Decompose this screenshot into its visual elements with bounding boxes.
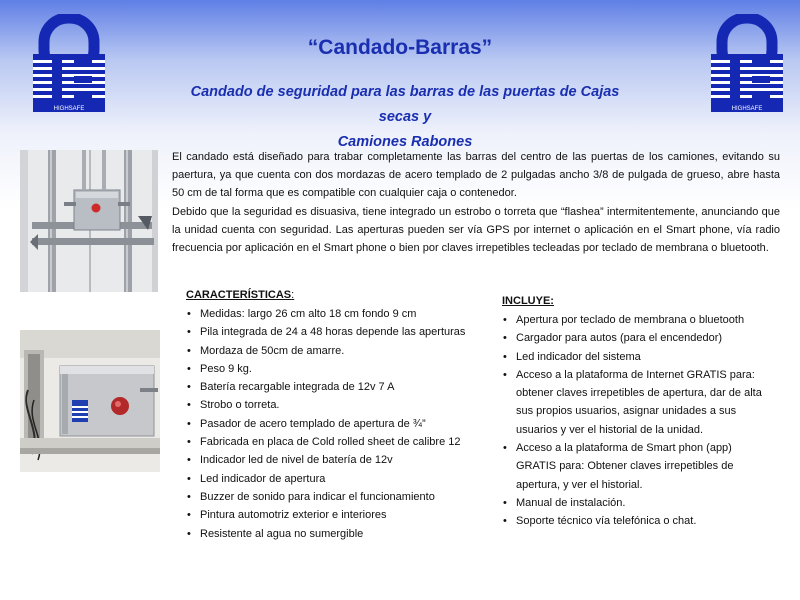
list-item: • Fabricada en placa de Cold rolled sheet de calibre 12 bbox=[186, 433, 486, 451]
list-item: • Apertura por teclado de membrana o bluetooth bbox=[502, 311, 762, 329]
list-item: • Indicador led de nivel de batería de 12v bbox=[186, 451, 486, 469]
installed-lock-photo bbox=[20, 150, 158, 292]
list-item: • Acceso a la plataforma de Internet GRATIS para: obtener claves irrepetibles de apertura, dar de alta sus propios usuarios, asignar unidades a sus usuarios y ver el historial de la unidad. bbox=[502, 366, 762, 439]
features-title-colon: : bbox=[291, 289, 295, 301]
logo-text: HIGHSAFE bbox=[731, 106, 763, 112]
description-paragraph-2: Debido que la seguridad es disuasiva, tiene integrado un estrobo o torreta que “flashea” intermitentemente, anunciando que la unidad cuenta con seguridad. Las aperturas pueden ser vía GPS por internet o aplicación en el Smart phone, vía radio frecuencia por aplicación en el Smart phone o bien por claves irrepetibles tecleadas por teclado de membrana o bluetooth. bbox=[172, 205, 780, 255]
list-item: • Led indicador del sistema bbox=[502, 348, 762, 366]
list-item: • Pasador de acero templado de apertura de ¾” bbox=[186, 415, 486, 433]
list-item: • Batería recargable integrada de 12v 7 A bbox=[186, 378, 486, 396]
features-list bbox=[186, 305, 486, 543]
lock-device-photo bbox=[20, 330, 160, 472]
description-paragraph-1: El candado está diseñado para trabar completamente las barras del centro de las puertas de los camiones, evitando su paertura, ya que cuenta con dos mordazas de acero templado de 2 pulgadas ancho 3/8 de pulgada de grueso, abre hasta 50 cm de tal forma que es compatible con cualquier caja o contenedor. bbox=[172, 151, 780, 200]
list-item: • Acceso a la plataforma de Smart phon (app) GRATIS para: Obtener claves irrepetibles de apertura, y ver el historial. bbox=[502, 439, 762, 494]
product-description bbox=[172, 148, 780, 257]
features-title: CARACTERÍSTICAS bbox=[186, 289, 292, 301]
logo-text: HIGHSAFE bbox=[53, 106, 85, 112]
subtitle-line-1: Candado de seguridad para las barras de las puertas de Cajas secas y bbox=[190, 84, 620, 125]
subtitle-line-2: Camiones Rabones bbox=[337, 134, 473, 150]
list-item: • Strobo o torreta. bbox=[186, 396, 486, 414]
includes-section bbox=[502, 293, 762, 531]
list-item: • Pintura automotriz exterior e interiores bbox=[186, 506, 486, 524]
list-item: • Manual de instalación. bbox=[502, 494, 762, 512]
includes-heading: INCLUYE: bbox=[502, 295, 554, 307]
highsafe-logo-left bbox=[30, 14, 108, 118]
list-item: • Buzzer de sonido para indicar el funcionamiento bbox=[186, 488, 486, 506]
list-item: • Mordaza de 50cm de amarre. bbox=[186, 342, 486, 360]
features-heading bbox=[186, 287, 486, 303]
page-title: “Candado-Barras” bbox=[307, 36, 493, 59]
list-item: • Pila integrada de 24 a 48 horas depende las aperturas bbox=[186, 323, 486, 341]
includes-list bbox=[502, 311, 762, 531]
page-subtitle bbox=[170, 80, 640, 155]
list-item: • Peso 9 kg. bbox=[186, 360, 486, 378]
list-item: • Soporte técnico vía telefónica o chat. bbox=[502, 512, 762, 530]
list-item: • Led indicador de apertura bbox=[186, 470, 486, 488]
highsafe-logo-right bbox=[708, 14, 786, 118]
list-item: • Medidas: largo 26 cm alto 18 cm fondo 9 cm bbox=[186, 305, 486, 323]
list-item: • Cargador para autos (para el encendedor) bbox=[502, 329, 762, 347]
features-section bbox=[186, 287, 486, 543]
list-item: • Resistente al agua no sumergible bbox=[186, 525, 486, 543]
